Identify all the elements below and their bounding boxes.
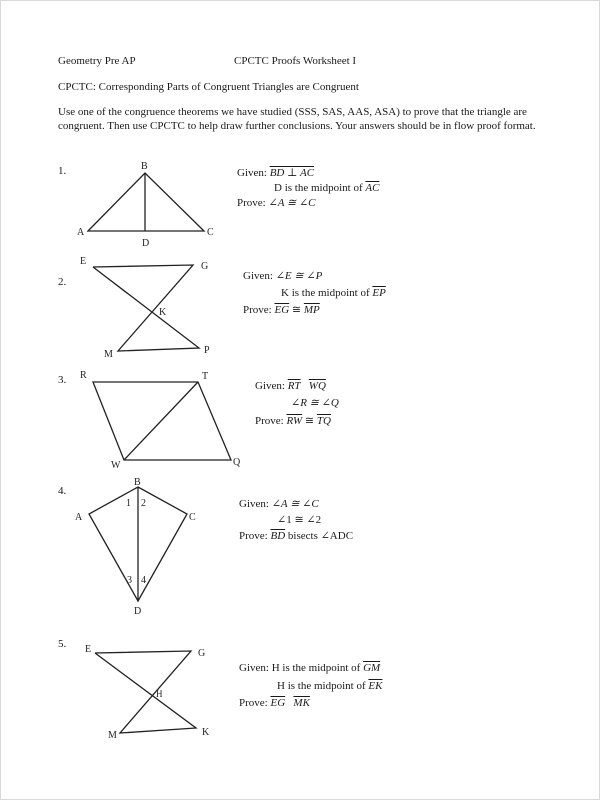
label-a: A bbox=[75, 512, 83, 523]
label-k: K bbox=[159, 307, 167, 318]
worksheet-title: CPCTC Proofs Worksheet I bbox=[234, 55, 357, 67]
label-g: G bbox=[198, 648, 206, 659]
label-w: W bbox=[111, 460, 121, 471]
prove-seg-1: $\overline{EG}$ bbox=[274, 304, 290, 316]
angle-2: 2 bbox=[141, 498, 146, 509]
prove-op: ≅ bbox=[289, 304, 304, 316]
prove-label: Prove: bbox=[239, 697, 268, 709]
prove-label: Prove: bbox=[239, 530, 268, 542]
given-2: ∠R ≅ ∠Q bbox=[291, 397, 339, 409]
prove-rest: bisects ∠ADC bbox=[285, 530, 354, 542]
label-t: T bbox=[202, 371, 209, 382]
given-2-text: D is the midpoint of bbox=[274, 182, 366, 194]
given-1: ∠A ≅ ∠C bbox=[271, 498, 319, 510]
angle-1: 1 bbox=[126, 498, 131, 509]
label-p: P bbox=[204, 345, 210, 356]
prove-seg-2: $\overline{MP}$ bbox=[303, 304, 320, 316]
problem-1-number: 1. bbox=[58, 165, 67, 177]
given-seg-1: $\overline{RT}$ bbox=[287, 380, 301, 392]
prove-seg-2: $\overline{TQ}$ bbox=[316, 415, 331, 427]
prove-seg: $\overline{BD}$ bbox=[270, 530, 286, 542]
given-1: ∠E ≅ ∠P bbox=[275, 270, 323, 282]
label-e: E bbox=[85, 644, 92, 655]
given-2-text: K is the midpoint of bbox=[281, 287, 373, 299]
problem-3-number: 3. bbox=[58, 374, 67, 386]
prove-seg-2: $\overline{MK}$ bbox=[293, 697, 310, 709]
given-label: Given: bbox=[239, 662, 269, 674]
prove-op: ≅ bbox=[302, 415, 317, 427]
given-1-text: H is the midpoint of bbox=[271, 662, 364, 674]
problem-5-given-2 bbox=[277, 679, 382, 693]
prove-seg-1: $\overline{EG}$ bbox=[270, 697, 286, 709]
label-b: B bbox=[134, 477, 141, 488]
given-label: Given: bbox=[237, 167, 267, 179]
given-2-segment: $\overline{EP}$ bbox=[372, 287, 386, 299]
given-label: Given: bbox=[255, 380, 285, 392]
label-a: A bbox=[77, 227, 85, 238]
given-label: Given: bbox=[243, 270, 273, 282]
label-d: D bbox=[134, 606, 142, 617]
label-h: H bbox=[156, 689, 163, 699]
given-2-text: H is the midpoint of bbox=[277, 680, 369, 692]
prove-label: Prove: bbox=[243, 304, 272, 316]
angle-4: 4 bbox=[141, 575, 146, 586]
prove-statement: ∠A ≅ ∠C bbox=[268, 197, 316, 209]
course-title: Geometry Pre AP bbox=[58, 55, 136, 67]
label-k: K bbox=[202, 727, 210, 738]
label-q: Q bbox=[233, 457, 241, 468]
prove-label: Prove: bbox=[237, 197, 266, 209]
problem-2-number: 2. bbox=[58, 276, 67, 288]
given-label: Given: bbox=[239, 498, 269, 510]
given-1: BD ⊥ AC bbox=[269, 167, 315, 179]
label-m: M bbox=[108, 730, 117, 741]
problem-5-number: 5. bbox=[58, 638, 67, 650]
label-c: C bbox=[189, 512, 196, 523]
bowtie-egmk bbox=[95, 651, 196, 733]
angle-3: 3 bbox=[127, 575, 132, 586]
prove-seg-1: $\overline{RW}$ bbox=[286, 415, 303, 427]
given-2-segment: $\overline{EK}$ bbox=[368, 680, 383, 692]
cpctc-definition: CPCTC: Corresponding Parts of Congruent Triangles are Congruent bbox=[58, 81, 359, 93]
prove-label: Prove: bbox=[255, 415, 284, 427]
problem-5-prove bbox=[239, 696, 310, 710]
given-2: ∠1 ≅ ∠2 bbox=[277, 514, 322, 526]
label-c: C bbox=[207, 227, 214, 238]
given-1-segment: $\overline{GM}$ bbox=[363, 662, 381, 674]
label-m: M bbox=[104, 349, 113, 360]
label-g: G bbox=[201, 261, 209, 272]
label-e: E bbox=[80, 256, 87, 267]
label-d: D bbox=[142, 238, 150, 249]
given-2-segment: $\overline{AC}$ bbox=[365, 182, 380, 194]
given-seg-2: $\overline{WQ}$ bbox=[308, 380, 326, 392]
problem-4-number: 4. bbox=[58, 485, 67, 497]
instructions: Use one of the congruence theorems we have studied (SSS, SAS, AAS, ASA) to prove that the triangle are congruent. Then use CPCTC to help draw further conclusions. Your answers should be in flow proof format. bbox=[58, 106, 536, 132]
label-b: B bbox=[141, 161, 148, 172]
problem-5-given bbox=[239, 661, 380, 675]
label-r: R bbox=[80, 370, 87, 381]
